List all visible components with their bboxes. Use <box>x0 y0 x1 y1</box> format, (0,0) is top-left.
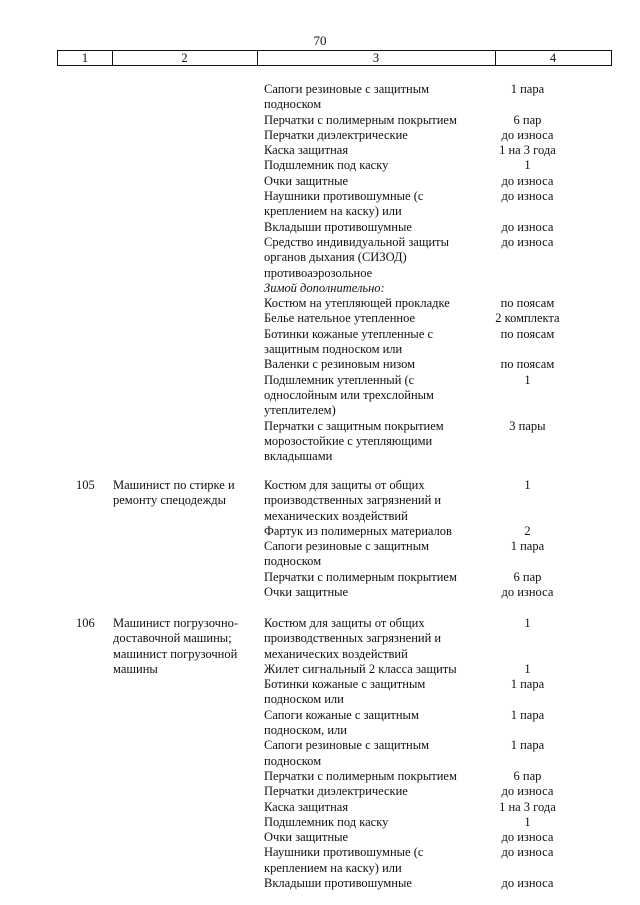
ppe-norm <box>451 281 604 296</box>
ppe-norm: 2 <box>524 523 531 538</box>
ppe-row <box>264 616 604 662</box>
ppe-item-name: Костюм на утепляющей прокладке <box>264 296 450 311</box>
ppe-item-name: Перчатки с полимерным покрытием <box>264 768 457 783</box>
ppe-item-name: Вкладыши противошумные <box>264 219 412 234</box>
ppe-item-name: Белье нательное утепленное <box>264 311 416 326</box>
ppe-norm: 1 пара <box>510 738 545 753</box>
ppe-row <box>264 800 604 815</box>
ppe-item-name: Сапоги резиновые с защитным подноском <box>264 82 430 112</box>
ppe-norm: 1 <box>524 372 531 387</box>
ppe-item-name: Подшлемник под каску <box>264 158 389 173</box>
ppe-row <box>264 143 604 158</box>
ppe-row <box>264 158 604 173</box>
column-header-3: 3 <box>372 51 380 65</box>
ppe-item-name: Жилет сигнальный 2 класса защиты <box>264 661 457 676</box>
ppe-norm: до износа <box>501 234 554 249</box>
ppe-item-name: Костюм для защиты от общих производственных загрязнений и механических воздействий <box>264 616 442 661</box>
ppe-row <box>264 539 604 570</box>
ppe-item-name: Наушники противошумные (с креплением на каску) или <box>264 845 424 875</box>
ppe-row <box>264 570 604 585</box>
ppe-row <box>264 769 604 784</box>
ppe-row <box>264 708 604 739</box>
ppe-norm: по поясам <box>500 357 555 372</box>
ppe-item-name: Каска защитная <box>264 799 349 814</box>
ppe-list <box>264 616 604 891</box>
ppe-row <box>264 311 604 326</box>
ppe-item-name: Наушники противошумные (с креплением на каску) или <box>264 189 424 219</box>
ppe-item-name: Очки защитные <box>264 830 349 845</box>
ppe-row <box>264 524 604 539</box>
ppe-row <box>264 876 604 891</box>
ppe-norm: до износа <box>501 173 554 188</box>
ppe-item-name: Перчатки с полимерным покрытием <box>264 569 457 584</box>
row-number: 105 <box>76 478 95 492</box>
ppe-norm: по поясам <box>500 296 555 311</box>
ppe-norm: до износа <box>501 127 554 142</box>
ppe-norm: до износа <box>501 189 554 204</box>
ppe-row <box>264 738 604 769</box>
ppe-item-name: Каска защитная <box>264 143 349 158</box>
ppe-norm: 1 <box>524 661 531 676</box>
ppe-norm: 1 <box>524 478 531 492</box>
ppe-item-name: Вкладыши противошумные <box>264 876 412 891</box>
ppe-row <box>264 419 604 465</box>
ppe-item-name: Очки защитные <box>264 173 349 188</box>
ppe-row <box>264 815 604 830</box>
ppe-row <box>264 327 604 358</box>
column-header-row <box>57 50 612 66</box>
ppe-norm: 1 пара <box>510 707 545 722</box>
ppe-norm: до износа <box>501 845 554 860</box>
ppe-row <box>264 296 604 311</box>
ppe-item-name: Ботинки кожаные с защитным подноском или <box>264 677 426 707</box>
ppe-row <box>264 357 604 372</box>
ppe-row <box>264 845 604 876</box>
ppe-item-name: Сапоги резиновые с защитным подноском <box>264 539 430 569</box>
ppe-row <box>264 662 604 677</box>
ppe-norm: 1 пара <box>510 539 545 554</box>
ppe-norm: до износа <box>501 219 554 234</box>
column-header-4: 4 <box>549 51 557 65</box>
ppe-item-name: Подшлемник утепленный (с однослойным или трехслойным утеплителем) <box>264 372 434 418</box>
ppe-item-name: Перчатки диэлектрические <box>264 784 408 799</box>
ppe-row <box>264 82 604 113</box>
ppe-row <box>264 113 604 128</box>
ppe-item-name: Сапоги кожаные с защитным подноском, или <box>264 707 419 738</box>
winter-subheading-row <box>264 281 604 296</box>
ppe-norm: 1 <box>524 814 531 829</box>
ppe-row <box>264 373 604 419</box>
page-number: 70 <box>313 33 327 48</box>
ppe-norm: 6 пар <box>513 569 542 584</box>
ppe-row <box>264 174 604 189</box>
ppe-item-name: Подшлемник под каску <box>264 814 389 829</box>
row-number: 106 <box>76 616 95 630</box>
winter-subheading: Зимой дополнительно: <box>264 280 385 295</box>
ppe-item-name: Перчатки с защитным покрытием морозостойкие с утепляющими вкладышами <box>264 418 444 464</box>
ppe-item-name: Перчатки диэлектрические <box>264 127 408 142</box>
ppe-norm: 1 <box>524 616 531 630</box>
ppe-row <box>264 784 604 799</box>
ppe-norm: 6 пар <box>513 768 542 783</box>
column-header-2: 2 <box>181 51 188 65</box>
ppe-item-name: Очки защитные <box>264 585 349 600</box>
ppe-norm: 1 пара <box>510 677 545 692</box>
ppe-norm: до износа <box>501 585 554 600</box>
ppe-norm: 2 комплекта <box>495 311 560 326</box>
ppe-row <box>264 585 604 600</box>
ppe-norm: 1 <box>524 158 531 173</box>
ppe-norm: до износа <box>501 830 554 845</box>
ppe-norm: 1 на 3 года <box>499 799 556 814</box>
ppe-item-name: Сапоги резиновые с защитным подноском <box>264 738 430 768</box>
ppe-norm: 1 пара <box>510 82 545 96</box>
ppe-item-name: Перчатки с полимерным покрытием <box>264 112 457 127</box>
ppe-row <box>264 478 604 524</box>
ppe-row <box>264 189 604 220</box>
ppe-row <box>264 677 604 708</box>
ppe-item-name: Средство индивидуальной защиты органов дыхания (СИЗОД) противоаэрозольное <box>264 234 450 280</box>
ppe-row <box>264 235 604 281</box>
column-header-1: 1 <box>81 51 89 65</box>
ppe-norm: 6 пар <box>513 112 542 127</box>
ppe-norm: 3 пары <box>509 418 546 433</box>
ppe-row <box>264 220 604 235</box>
ppe-list <box>264 478 604 600</box>
ppe-row <box>264 830 604 845</box>
ppe-norm: до износа <box>501 876 554 891</box>
profession-name: Машинист погрузочно-доставочной машины; машинист погрузочной машины <box>113 616 239 676</box>
ppe-item-name: Ботинки кожаные утепленные с защитным подноском или <box>264 326 434 357</box>
ppe-item-name: Костюм для защиты от общих производственных загрязнений и механических воздействий <box>264 478 442 523</box>
profession-name: Машинист по стирке и ремонту спецодежды <box>113 478 235 508</box>
ppe-row <box>264 128 604 143</box>
ppe-norm: до износа <box>501 784 554 799</box>
ppe-norm: 1 на 3 года <box>499 143 556 158</box>
ppe-item-name: Валенки с резиновым низом <box>264 357 416 372</box>
ppe-item-name: Фартук из полимерных материалов <box>264 523 452 538</box>
ppe-norm: по поясам <box>500 326 555 341</box>
ppe-list <box>264 82 604 464</box>
